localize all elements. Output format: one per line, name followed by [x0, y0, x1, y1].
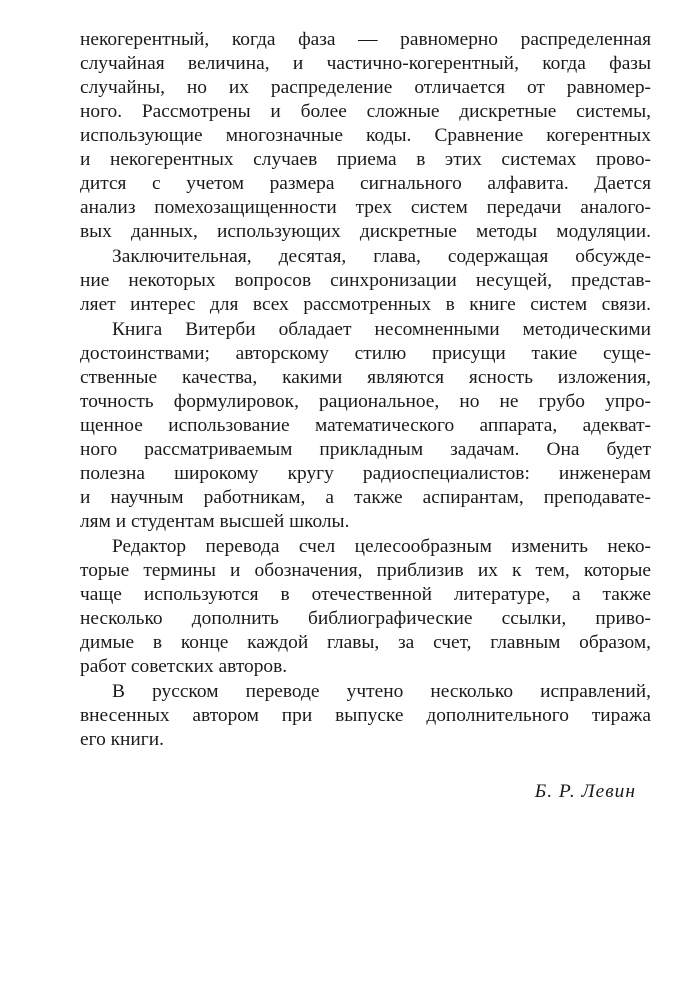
text-line: торые термины и обозначения, приблизив их к тем, которые	[80, 560, 651, 581]
text-line: Книга Витерби обладает несомненными методическими	[112, 319, 651, 340]
text-line: несколько дополнить библиографические ссылки, приво-	[80, 608, 651, 629]
text-line: некогерентный, когда фаза — равномерно распределенная	[80, 29, 651, 50]
text-line: анализ помехозащищенности трех систем передачи аналого-	[80, 197, 651, 218]
text-line: ние некоторых вопросов синхронизации несущей, представ-	[80, 270, 651, 291]
text-line: В русском переводе учтено несколько исправлений,	[112, 681, 651, 702]
text-line: и научным работникам, а также аспирантам, преподавате-	[80, 487, 651, 508]
text-line: работ советских авторов.	[80, 656, 288, 677]
text-line: чаще используются в отечественной литературе, а также	[80, 584, 651, 605]
text-line: ляет интерес для всех рассмотренных в книге систем связи.	[80, 294, 651, 315]
signature: Б. Р. Левин	[534, 781, 636, 802]
text-line: использующие многозначные коды. Сравнение когерентных	[80, 125, 651, 146]
text-line: Редактор перевода счел целесообразным изменить неко-	[112, 536, 651, 557]
text-line: дится с учетом размера сигнального алфавита. Дается	[80, 173, 651, 194]
text-line: полезна широкому кругу радиоспециалистов: инженерам	[80, 463, 651, 484]
text-line: внесенных автором при выпуске дополнительного тиража	[80, 705, 651, 726]
text-line: и некогерентных случаев приема в этих системах прово-	[80, 149, 651, 170]
text-line: лям и студентам высшей школы.	[80, 511, 350, 532]
text-line: ного. Рассмотрены и более сложные дискретные системы,	[80, 101, 651, 122]
text-line: димые в конце каждой главы, за счет, главным образом,	[80, 632, 651, 653]
text-line: щенное использование математического аппарата, адекват-	[80, 415, 651, 436]
text-line: ного рассматриваемым прикладным задачам. Она будет	[80, 439, 651, 460]
text-line: случайны, но их распределение отличается от равномер-	[80, 77, 651, 98]
text-line: вых данных, использующих дискретные методы модуляции.	[80, 221, 651, 242]
text-line: точность формулировок, рациональное, но не грубо упро-	[80, 391, 651, 412]
text-line: Заключительная, десятая, глава, содержащая обсужде-	[112, 246, 651, 267]
text-line: ственные качества, какими являются ясность изложения,	[80, 367, 651, 388]
text-line: его книги.	[80, 729, 164, 750]
text-line: случайная величина, и частично-когерентный, когда фазы	[80, 53, 651, 74]
text-line: достоинствами; авторскому стилю присущи такие суще-	[80, 343, 651, 364]
